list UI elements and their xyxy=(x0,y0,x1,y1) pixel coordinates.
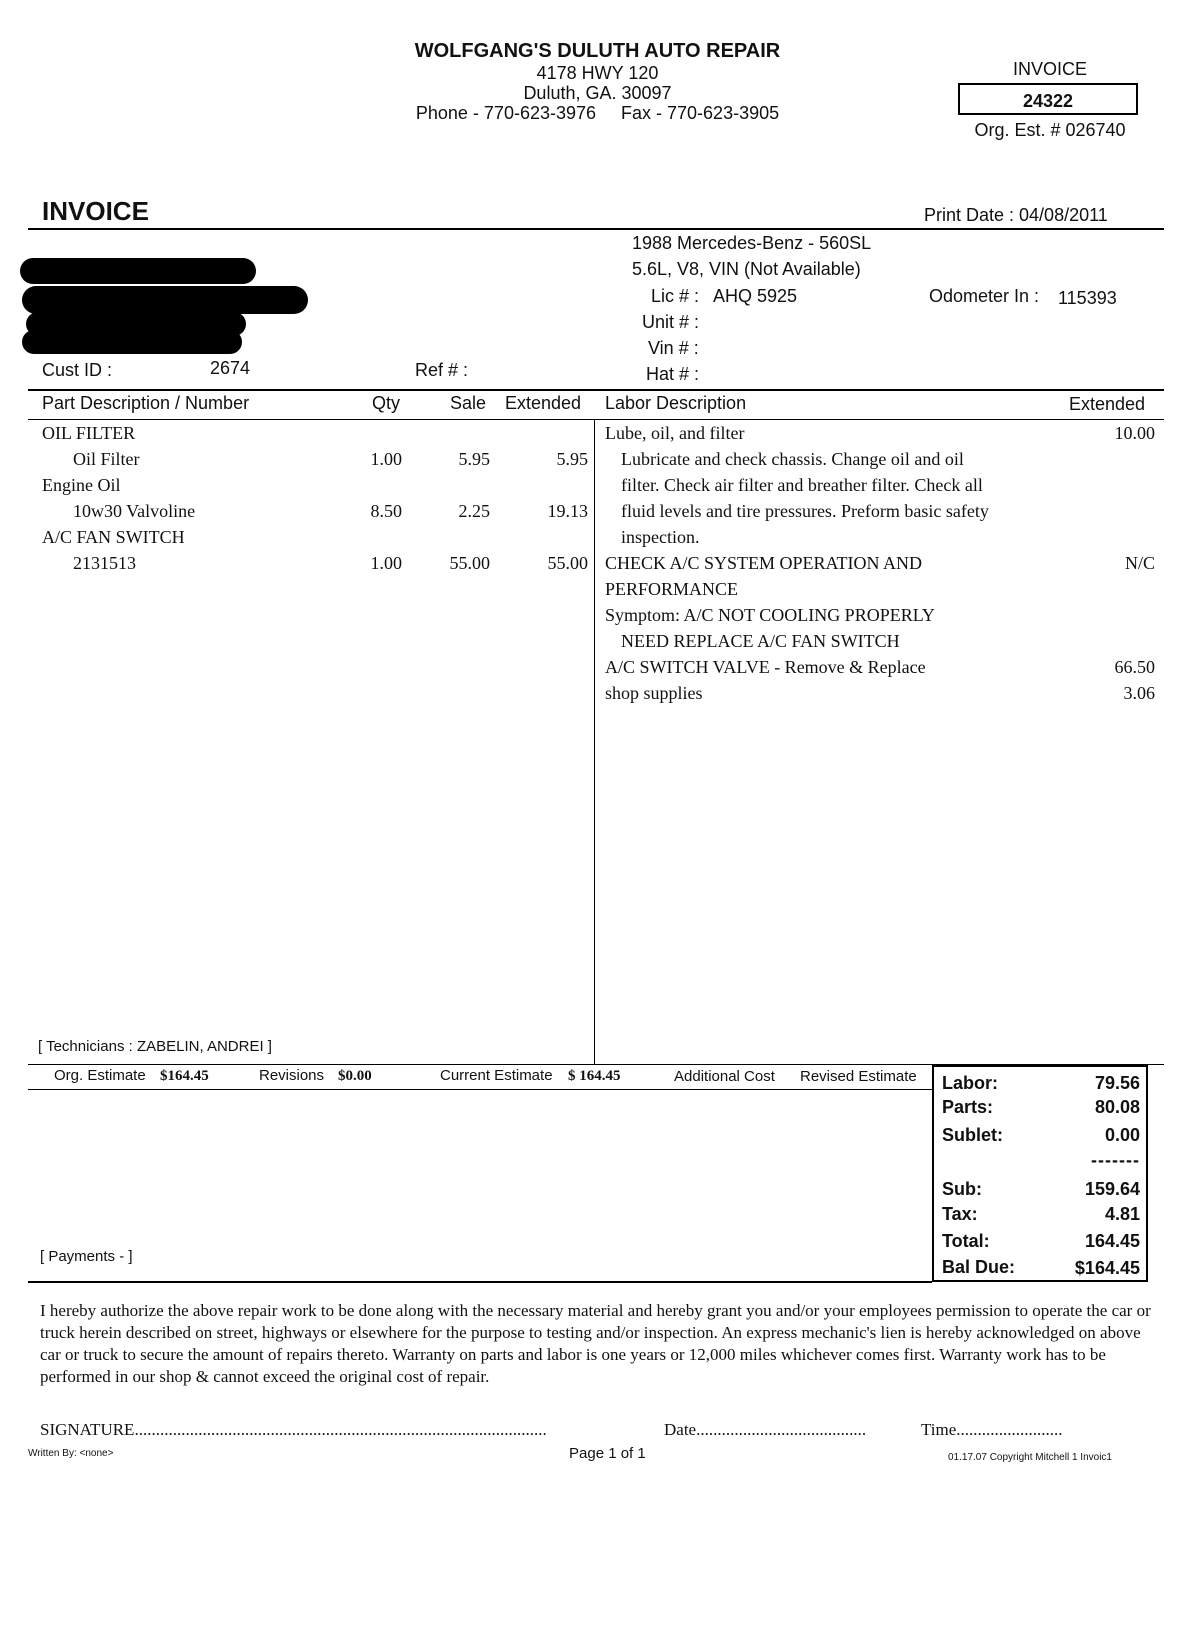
redaction-bar xyxy=(22,286,308,314)
authorization-text: I hereby authorize the above repair work to be done along with the necessary material and hereby grant you and/or your employees permission to operate the car or truck herein described on street, highways or elsewhere for the purpose to testing and/or inspection. An express mechanic's lien is hereby acknowledged on above car or truck to secure the amount of repairs thereto. Warranty on parts and labor is one years or 12,000 miles whichever comes first. Warranty work has to be performed in our shop & cannot exceed the original cost of repair. xyxy=(40,1301,1151,1386)
table-top-divider xyxy=(28,389,1164,391)
balance-due-label: Bal Due: xyxy=(942,1257,1016,1277)
revised-estimate-label: Revised Estimate xyxy=(800,1068,917,1085)
part-extended: 19.13 xyxy=(547,501,588,521)
signature-line: SIGNATURE................................................................................................. xyxy=(40,1420,547,1439)
date-line: Date........................................ xyxy=(664,1420,867,1439)
part-description: OIL FILTER xyxy=(42,423,136,443)
labor-extended: N/C xyxy=(1124,553,1155,573)
cust-id-label: Cust ID : xyxy=(42,360,113,380)
technicians: [ Technicians : ZABELIN, ANDREI ] xyxy=(38,1038,272,1055)
totals-bottom-divider xyxy=(28,1281,932,1283)
parts-total-label: Parts: xyxy=(942,1097,994,1117)
header-divider xyxy=(28,228,1164,230)
total-value: 164.45 xyxy=(1084,1231,1140,1251)
labor-extended: 3.06 xyxy=(1123,683,1155,703)
part-extended: 55.00 xyxy=(547,553,588,573)
shop-phone-fax: Phone - 770-623-3976 Fax - 770-623-3905 xyxy=(415,103,780,123)
part-sale: 2.25 xyxy=(458,501,490,521)
part-extended: 5.95 xyxy=(556,449,588,469)
labor-extended: 66.50 xyxy=(1114,657,1155,677)
vin-label: Vin # : xyxy=(648,338,699,358)
current-estimate-label: Current Estimate xyxy=(440,1067,553,1084)
revisions-value: $0.00 xyxy=(338,1068,372,1084)
parts-header-extended: Extended xyxy=(505,393,582,413)
parts-header-sale: Sale xyxy=(450,393,487,413)
part-description: A/C FAN SWITCH xyxy=(42,527,185,547)
payments: [ Payments - ] xyxy=(40,1248,133,1265)
parts-header-desc: Part Description / Number xyxy=(42,393,250,413)
shop-name: WOLFGANG'S DULUTH AUTO REPAIR xyxy=(414,40,781,62)
balance-due-value: $164.45 xyxy=(1074,1258,1140,1278)
invoice-box-label: INVOICE xyxy=(1012,59,1087,79)
parts-header-qty: Qty xyxy=(372,393,401,413)
subtotal-value: 159.64 xyxy=(1084,1179,1140,1199)
estimate-bottom-divider xyxy=(28,1089,932,1090)
labor-line: shop supplies xyxy=(605,683,703,703)
page-number: Page 1 of 1 xyxy=(569,1445,646,1462)
current-estimate-value: $ 164.45 xyxy=(568,1068,621,1084)
part-description: Engine Oil xyxy=(42,475,121,495)
ref-label: Ref # : xyxy=(415,360,469,380)
additional-cost-label: Additional Cost xyxy=(674,1068,775,1085)
labor-line: Symptom: A/C NOT COOLING PROPERLY xyxy=(605,605,935,625)
shop-address-line1: 4178 HWY 120 xyxy=(536,63,659,83)
part-qty: 8.50 xyxy=(370,501,402,521)
labor-header-extended: Extended xyxy=(1069,394,1146,414)
written-by: Written By: <none> xyxy=(28,1448,114,1459)
part-description: 2131513 xyxy=(73,553,136,573)
part-qty: 1.00 xyxy=(370,553,402,573)
labor-extended: 10.00 xyxy=(1114,423,1155,443)
page-title: INVOICE xyxy=(42,196,149,226)
vehicle-line1: 1988 Mercedes-Benz - 560SL xyxy=(632,233,872,253)
cust-id-value: 2674 xyxy=(210,358,251,378)
labor-line: CHECK A/C SYSTEM OPERATION AND xyxy=(605,553,923,573)
labor-line: Lube, oil, and filter xyxy=(605,423,745,443)
subtotal-label: Sub: xyxy=(942,1179,982,1199)
labor-line: A/C SWITCH VALVE - Remove & Replace xyxy=(605,657,926,677)
part-sale: 5.95 xyxy=(458,449,490,469)
part-description: Oil Filter xyxy=(73,449,140,469)
time-line: Time......................... xyxy=(921,1420,1063,1439)
revisions-label: Revisions xyxy=(259,1067,325,1084)
license-value: AHQ 5925 xyxy=(713,286,798,306)
hat-label: Hat # : xyxy=(646,364,700,384)
original-estimate-number: Org. Est. # 026740 xyxy=(974,120,1126,140)
tax-label: Tax: xyxy=(942,1204,978,1224)
parts-total-value: 80.08 xyxy=(1094,1097,1140,1117)
license-label: Lic # : xyxy=(651,286,700,306)
labor-total-value: 79.56 xyxy=(1094,1073,1140,1093)
invoice-number-box: 24322 xyxy=(958,83,1138,115)
labor-line: NEED REPLACE A/C FAN SWITCH xyxy=(621,631,900,651)
org-estimate-value: $164.45 xyxy=(160,1068,209,1084)
unit-label: Unit # : xyxy=(642,312,700,332)
labor-total-label: Labor: xyxy=(942,1073,998,1093)
labor-line: PERFORMANCE xyxy=(605,579,739,599)
tax-value: 4.81 xyxy=(1104,1204,1140,1224)
sublet-value: 0.00 xyxy=(1104,1125,1140,1145)
part-sale: 55.00 xyxy=(449,553,490,573)
totals-dashes: ------- xyxy=(1091,1150,1140,1170)
labor-line: fluid levels and tire pressures. Preform basic safety xyxy=(621,501,989,521)
labor-line: Lubricate and check chassis. Change oil and oil xyxy=(621,449,964,469)
total-label: Total: xyxy=(942,1231,990,1251)
shop-address-line2: Duluth, GA. 30097 xyxy=(523,83,672,103)
print-date: Print Date : 04/08/2011 xyxy=(924,205,1108,225)
part-description: 10w30 Valvoline xyxy=(73,501,196,521)
redaction-bar xyxy=(22,330,242,354)
vehicle-line2: 5.6L, V8, VIN (Not Available) xyxy=(632,259,861,279)
part-qty: 1.00 xyxy=(370,449,402,469)
copyright: 01.17.07 Copyright Mitchell 1 Invoic1 xyxy=(948,1452,1112,1463)
labor-header-desc: Labor Description xyxy=(605,393,747,413)
sublet-label: Sublet: xyxy=(942,1125,1003,1145)
header-row-divider xyxy=(28,419,1164,420)
org-estimate-label: Org. Estimate xyxy=(54,1067,146,1084)
odometer-value: 115393 xyxy=(1058,288,1117,308)
redaction-bar xyxy=(20,258,256,284)
labor-line: inspection. xyxy=(621,527,700,547)
labor-line: filter. Check air filter and breather filter. Check all xyxy=(621,475,983,495)
column-divider xyxy=(594,419,595,1065)
odometer-label: Odometer In : xyxy=(929,286,1040,306)
